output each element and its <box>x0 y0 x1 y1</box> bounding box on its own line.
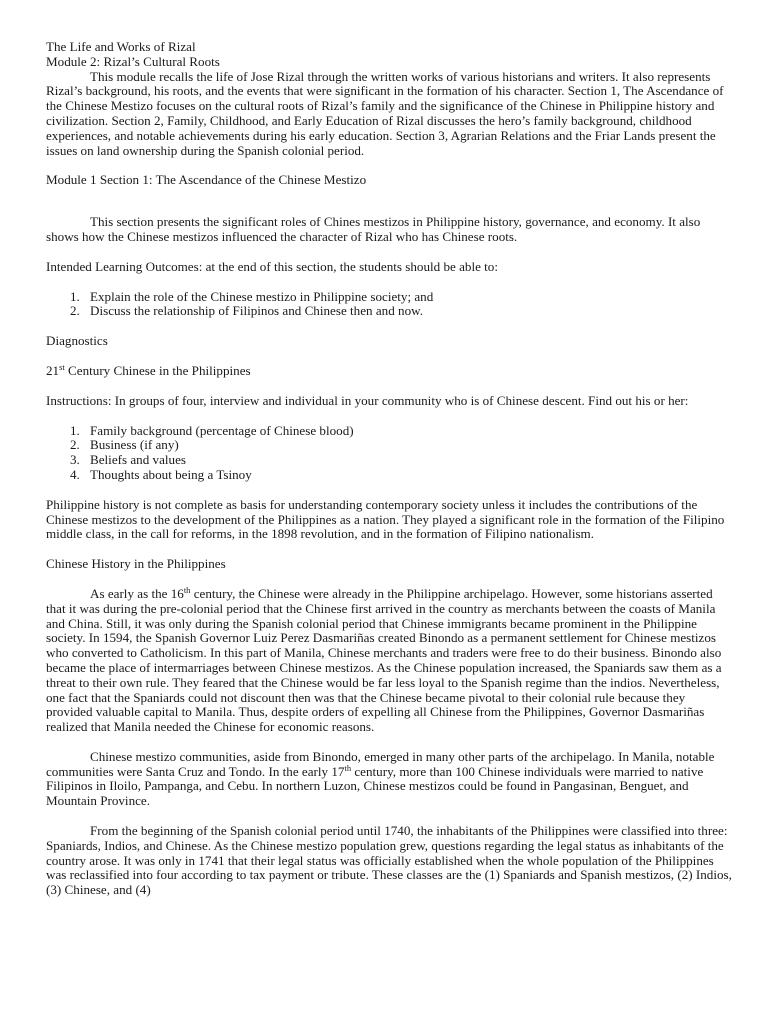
diagnostics-heading: Diagnostics <box>46 333 108 349</box>
history-paragraph: Philippine history is not complete as basis for understanding contemporary society unless it includes the contributions of the Chinese mestizos to the development of the Philippines as a nation. They played a significant role in the formation of the Filipino middle class, in the call for reforms, in the 1898 revolution, and in the formation of Filipino nationalism. <box>46 496 725 542</box>
module-title: Module 2: Rizal’s Cultural Roots <box>46 53 220 69</box>
communities-paragraph <box>46 750 732 809</box>
list-item <box>46 453 732 468</box>
list-number: 4. <box>70 466 80 482</box>
list-number: 1. <box>70 422 80 438</box>
paragraph-text: As early as the 16 <box>90 585 184 601</box>
list-item-text: Thoughts about being a Tsinoy <box>90 466 252 482</box>
ordinal-suffix: th <box>183 584 191 595</box>
list-item <box>46 438 732 453</box>
century-heading <box>46 361 732 379</box>
list-item <box>46 290 732 305</box>
list-number: 2. <box>70 303 80 319</box>
ordinal-suffix: th <box>344 762 352 773</box>
document-title: The Life and Works of Rizal <box>46 39 196 54</box>
list-item-text: Family background (percentage of Chinese blood) <box>90 422 354 438</box>
century-heading-text: Century Chinese in the Philippines <box>64 362 251 378</box>
section-intro-paragraph: This section presents the significant roles of Chines mestizos in Philippine history, governance, and economy. It also shows how the Chinese mestizos influenced the character of Rizal who has Chinese roots. <box>46 214 701 244</box>
instructions-paragraph: Instructions: In groups of four, interview and individual in your community who is of Chinese descent. Find out his or her: <box>46 392 689 408</box>
early-history-paragraph <box>46 584 732 735</box>
list-number: 2. <box>70 437 80 453</box>
list-number: 1. <box>70 288 80 304</box>
list-item <box>46 468 732 483</box>
paragraph-text: century, more than 100 Chinese individuals were married to native Filipinos in Iloilo, Pampanga, and Cebu. In northern Luzon, Chinese mestizos could be found in Pangasinan, Benguet, and Mountain Province. <box>46 763 704 809</box>
chinese-history-heading: Chinese History in the Philippines <box>46 556 226 572</box>
learning-outcomes-list <box>46 290 732 320</box>
list-item <box>46 424 732 439</box>
list-item-text: Beliefs and values <box>90 452 186 468</box>
learning-outcomes-intro: Intended Learning Outcomes: at the end of this section, the students should be able to: <box>46 258 498 274</box>
paragraph-text: Chinese mestizo communities, aside from Binondo, emerged in many other parts of the archipelago. In Manila, notable communities were Santa Cruz and Tondo. In the early 17 <box>46 748 715 779</box>
list-item-text: Explain the role of the Chinese mestizo in Philippine society; and <box>90 288 434 304</box>
section-heading: Module 1 Section 1: The Ascendance of the Chinese Mestizo <box>46 172 367 188</box>
century-number: 21 <box>46 362 60 378</box>
list-item-text: Discuss the relationship of Filipinos and Chinese then and now. <box>90 303 424 319</box>
list-item <box>46 304 732 319</box>
century-ordinal: st <box>59 361 65 372</box>
document-page <box>46 40 732 898</box>
list-item-text: Business (if any) <box>90 437 179 453</box>
list-number: 3. <box>70 452 80 468</box>
interview-items-list <box>46 424 732 483</box>
classification-paragraph: From the beginning of the Spanish colonial period until 1740, the inhabitants of the Philippines were classified into three: Spaniards, Indios, and Chinese. As the Chinese mestizo population grew, questions regarding the legal status as inhabitants of the country arose. It was only in 1741 that their legal status was officially established when the whole population of the Philippines was reclassified into four according to tax payment or tribute. These classes are the (1) Spaniards and Spanish mestizos, (2) Indios, (3) Chinese, and (4) <box>46 823 732 898</box>
module-intro-paragraph: This module recalls the life of Jose Rizal through the written works of various historians and writers. It also represents Rizal’s background, his roots, and the events that were significant in the formation of his character. Section 1, The Ascendance of the Chinese Mestizo focuses on the cultural roots of Rizal’s family and the significance of the Chinese in Philippine history and civilization. Section 2, Family, Childhood, and Early Education of Rizal discusses the hero’s family background, childhood experiences, and notable achievements during his early education. Section 3, Agrarian Relations and the Friar Lands present the issues on land ownership during the Spanish colonial period. <box>46 68 724 158</box>
paragraph-text: century, the Chinese were already in the Philippine archipelago. However, some historians asserted that it was during the pre-colonial period that the Chinese first arrived in the country as merchants between the coasts of Manila and China. Still, it was only during the Spanish colonial period that Chinese immigrants became prominent in the Philippine society. In 1594, the Spanish Governor Luiz Perez Dasmariñas created Binondo as a permanent settlement for Chinese mestizos who converted to Catholicism. In this part of Manila, Chinese merchants and traders were free to do their business. Binondo also became the place of intermarriages between Chinese mestizos. As the Chinese population increased, the Spaniards saw them as a threat to their own rule. They feared that the Chinese would be far less loyal to the Spanish regime than the indios. Nevertheless, one fact that the Spaniards could not discount then was that the Chinese became pivotal to their colonial rule because they provided valuable capital to Manila. Thus, despite orders of expelling all Chinese from the Philippines, Governor Dasmariñas realized that Manila needed the Chinese for economic reasons. <box>46 585 722 735</box>
